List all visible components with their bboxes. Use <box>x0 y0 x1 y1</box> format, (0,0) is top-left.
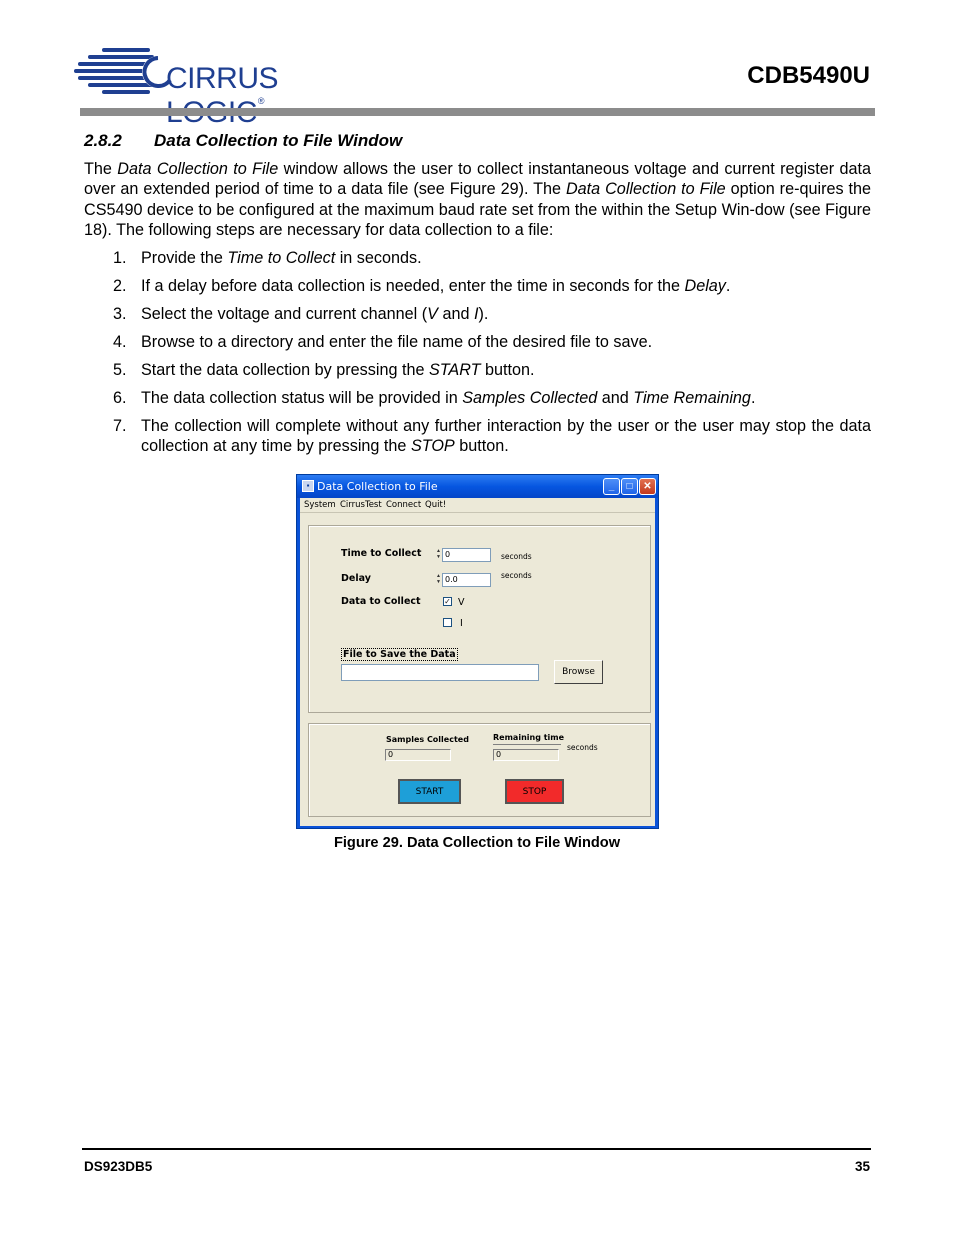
step-number: 1. <box>113 249 127 267</box>
step-text-run: Delay <box>684 277 726 295</box>
menu-connect[interactable]: Connect <box>386 500 422 510</box>
window-title: Data Collection to File <box>317 480 438 493</box>
intro-text-run: The <box>84 160 118 178</box>
app-icon: ▪ <box>302 480 314 492</box>
delay-label: Delay <box>341 573 371 584</box>
list-item <box>113 360 871 380</box>
window-titlebar[interactable] <box>297 475 658 498</box>
delay-spinner[interactable] <box>435 573 442 587</box>
samples-collected-label: Samples Collected <box>386 735 469 744</box>
data-collection-window <box>296 474 659 829</box>
spin-up-icon: ▲ <box>436 573 441 579</box>
step-text-run: Time to Collect <box>227 249 336 267</box>
v-checkbox[interactable]: ✓ <box>444 597 451 606</box>
step-text-run: V <box>427 305 438 323</box>
step-text-run: If a delay before data collection is needed, enter the time in seconds for the <box>141 277 685 295</box>
intro-text-run: Data Collection to File <box>117 160 279 178</box>
menu-cirrustest[interactable]: CirrusTest <box>340 500 382 510</box>
minimize-button[interactable] <box>603 478 620 495</box>
browse-button[interactable]: Browse <box>554 660 603 684</box>
cirrus-logic-logo <box>74 42 374 106</box>
section-heading <box>84 131 402 151</box>
list-item <box>113 248 871 268</box>
i-label: I <box>460 618 463 629</box>
maximize-icon: □ <box>626 481 633 492</box>
step-text-run: Samples Collected <box>462 389 598 407</box>
cirrus-swoosh-icon <box>74 42 174 102</box>
i-checkbox[interactable] <box>443 618 452 627</box>
section-number: 2.8.2 <box>84 131 122 150</box>
section-title: Data Collection to File Window <box>154 131 403 150</box>
v-label: V <box>458 597 465 608</box>
step-text-run: button. <box>454 437 509 456</box>
time-to-collect-input[interactable]: 0 <box>442 548 491 562</box>
step-text-run: Time Remaining <box>633 389 751 407</box>
footer-rule <box>82 1148 871 1150</box>
step-text-run: . <box>750 389 756 407</box>
status-group <box>308 723 651 817</box>
footer-page-number: 35 <box>854 1159 870 1174</box>
intro-text-run: window allows the user to collect instantaneous voltage and current register data over an extended period of time to a data file (see Figure 29). The <box>84 160 871 199</box>
step-text-run: Provide the <box>141 249 228 267</box>
step-text-run: Browse to a directory and enter the file name of the desired file to save. <box>141 333 653 351</box>
step-number: 7. <box>113 417 127 435</box>
list-item <box>113 332 871 352</box>
step-text-run: and <box>597 389 634 407</box>
samples-collected-field: 0 <box>385 749 451 761</box>
step-number: 5. <box>113 361 127 379</box>
time-spinner[interactable] <box>435 548 442 562</box>
step-text-run: in seconds. <box>335 249 422 267</box>
menu-quit[interactable]: Quit! <box>425 500 447 510</box>
remaining-time-label: Remaining time <box>493 733 565 742</box>
file-to-save-label: File to Save the Data <box>343 649 456 660</box>
delay-seconds-label: seconds <box>501 571 532 580</box>
step-text-run: and <box>437 305 474 323</box>
intro-text-run: option re-quires the CS5490 device to be configured at the maximum baud rate set from the within the Setup Win-dow (see Figure 18). The following steps are necessary for data collection to a file: <box>84 180 872 240</box>
document-title: CDB5490U <box>747 62 870 89</box>
file-path-input[interactable] <box>341 664 539 681</box>
step-text-run: The collection will complete without any further interaction by the user or the user may stop the data collection at any time by pressing the <box>141 417 871 456</box>
figure-caption: Figure 29. Data Collection to File Window <box>333 835 621 851</box>
menu-system[interactable]: System <box>304 500 336 510</box>
header-rule <box>80 108 875 116</box>
spin-down-icon: ▼ <box>436 554 441 560</box>
step-text-run: The data collection status will be provided in <box>141 389 463 407</box>
remaining-seconds-label: seconds <box>567 743 598 752</box>
spin-down-icon: ▼ <box>436 579 441 585</box>
intro-paragraph <box>84 159 871 241</box>
step-text-run: Start the data collection by pressing the <box>141 361 429 379</box>
menu-bar <box>300 498 655 513</box>
remaining-time-field: 0 <box>493 749 559 761</box>
intro-text-run: Data Collection to File <box>565 180 726 199</box>
time-to-collect-label: Time to Collect <box>341 548 422 559</box>
delay-input[interactable]: 0.0 <box>442 573 491 587</box>
step-text-run: Select the voltage and current channel ( <box>141 305 428 323</box>
step-number: 6. <box>113 389 127 407</box>
window-client <box>300 498 655 826</box>
data-to-collect-label: Data to Collect <box>341 596 421 607</box>
list-item <box>113 276 871 296</box>
step-text-run: . <box>725 277 731 295</box>
step-number: 3. <box>113 305 127 323</box>
step-text-run: ). <box>478 305 489 323</box>
step-text-run: START <box>428 361 481 379</box>
maximize-button[interactable] <box>621 478 638 495</box>
remaining-divider <box>493 744 561 745</box>
minimize-icon: _ <box>608 481 615 492</box>
time-seconds-label: seconds <box>501 552 532 561</box>
step-text-run: I <box>474 305 479 323</box>
footer-doc-id: DS923DB5 <box>84 1159 153 1174</box>
close-button[interactable] <box>639 478 656 495</box>
step-number: 2. <box>113 277 127 295</box>
logo-wordmark: CIRRUS ® <box>166 62 279 106</box>
steps-list <box>113 248 871 464</box>
spin-up-icon: ▲ <box>436 548 441 554</box>
step-number: 4. <box>113 333 127 351</box>
close-icon: ✕ <box>643 481 652 492</box>
list-item <box>113 416 871 457</box>
settings-group <box>308 525 651 713</box>
list-item <box>113 304 871 324</box>
step-text-run: STOP <box>410 437 455 456</box>
list-item <box>113 388 871 408</box>
stop-button[interactable]: STOP <box>505 779 564 804</box>
start-button[interactable]: START <box>398 779 461 804</box>
step-text-run: button. <box>480 361 535 379</box>
